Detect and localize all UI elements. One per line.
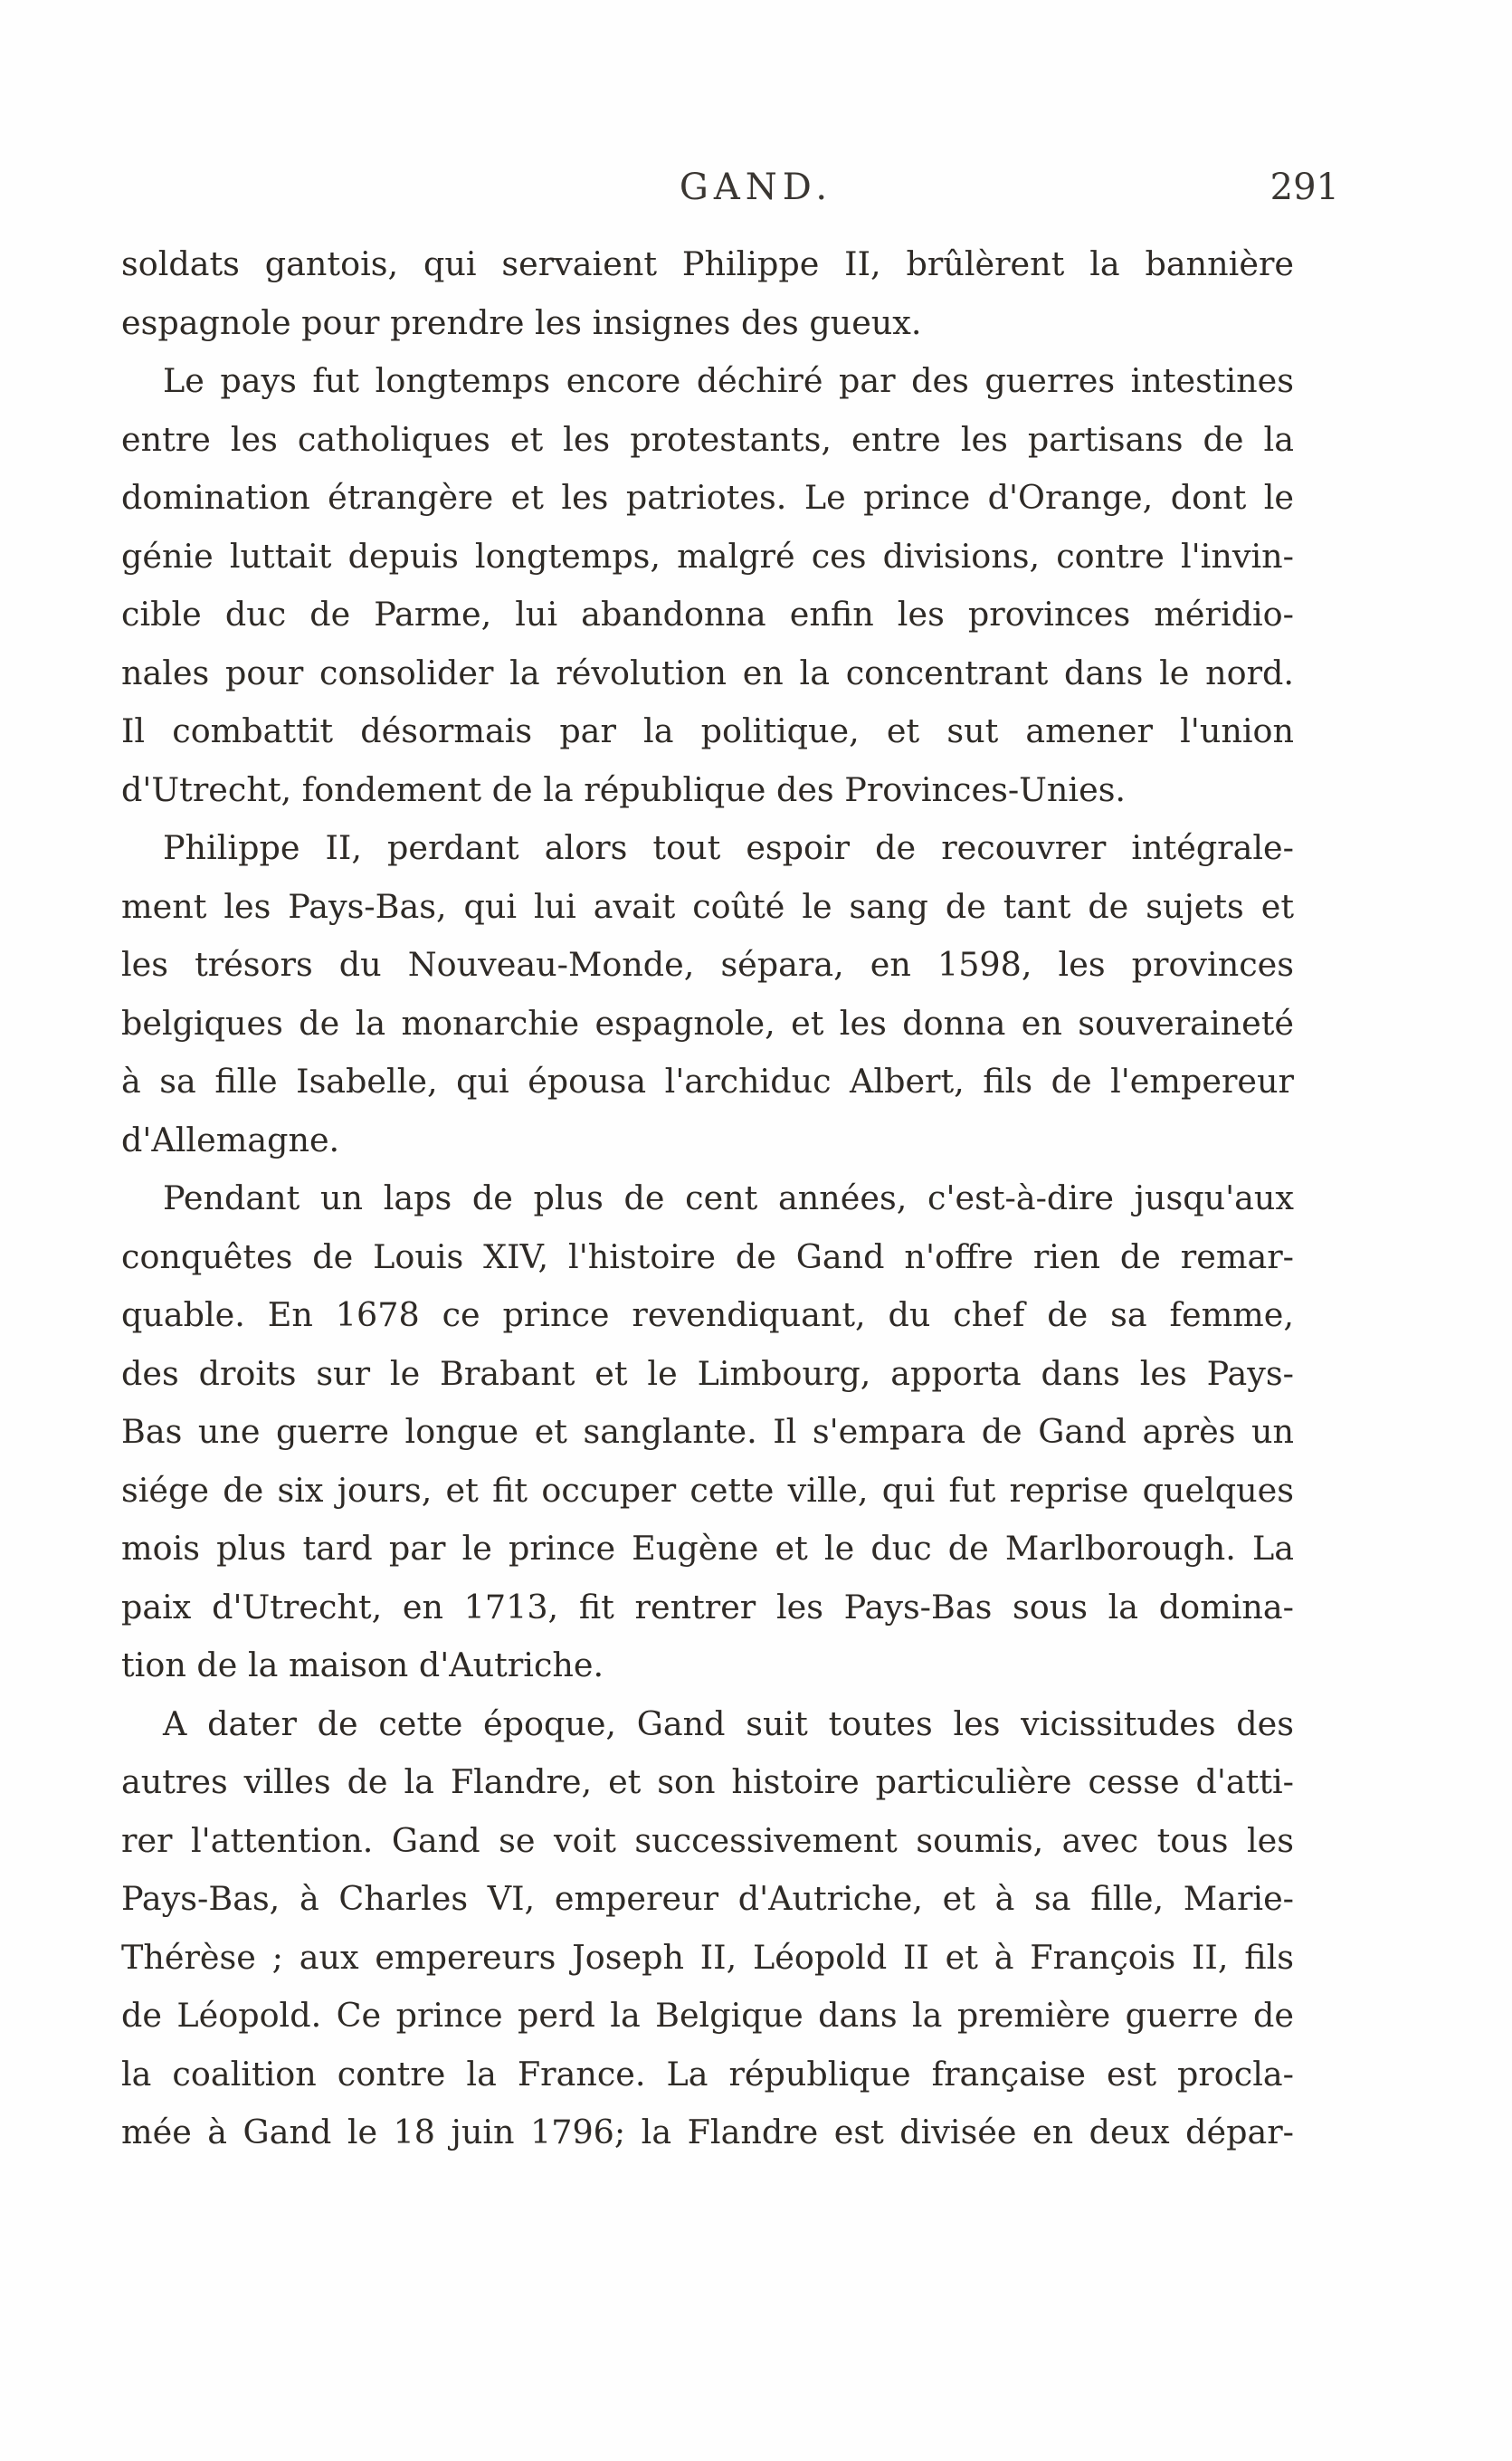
text-line: la coalition contre la France. La république française est procla-: [121, 2054, 1294, 2094]
running-title: GAND.: [679, 167, 833, 208]
text-line: Il combattit désormais par la politique, et sut amener l'union: [121, 711, 1294, 750]
text-line: de Léopold. Ce prince perd la Belgique dans la première guerre de: [121, 1996, 1294, 2035]
body-text: [121, 235, 1294, 2162]
text-line: tion de la maison d'Autriche.: [121, 1645, 604, 1684]
text-line: génie luttait depuis longtemps, malgré ces divisions, contre l'invin-: [121, 536, 1294, 576]
text-line: A dater de cette époque, Gand suit toutes les vicissitudes des: [163, 1703, 1294, 1743]
text-line: conquêtes de Louis XIV, l'histoire de Gand n'offre rien de remar-: [121, 1236, 1294, 1276]
text-line: rer l'attention. Gand se voit successivement soumis, avec tous les: [121, 1820, 1294, 1860]
text-line: Le pays fut longtemps encore déchiré par des guerres intestines: [163, 361, 1294, 400]
text-line: nales pour consolider la révolution en la concentrant dans le nord.: [121, 653, 1294, 692]
text-line: Thérèse ; aux empereurs Joseph II, Léopold II et à François II, fils: [121, 1937, 1294, 1977]
page-number: 291: [1270, 167, 1339, 208]
text-line: ment les Pays-Bas, qui lui avait coûté le sang de tant de sujets et: [121, 886, 1294, 926]
text-line: mois plus tard par le prince Eugène et le duc de Marlborough. La: [121, 1529, 1294, 1568]
text-line: paix d'Utrecht, en 1713, fit rentrer les Pays-Bas sous la domina-: [121, 1587, 1294, 1626]
text-line: autres villes de la Flandre, et son histoire particulière cesse d'atti-: [121, 1762, 1294, 1801]
text-line: les trésors du Nouveau-Monde, sépara, en 1598, les provinces: [121, 945, 1294, 984]
text-line: belgiques de la monarchie espagnole, et les donna en souveraineté: [121, 1003, 1294, 1043]
text-line: quable. En 1678 ce prince revendiquant, du chef de sa femme,: [121, 1295, 1294, 1334]
text-line: espagnole pour prendre les insignes des gueux.: [121, 302, 922, 342]
text-line: Bas une guerre longue et sanglante. Il s'empara de Gand après un: [121, 1412, 1294, 1451]
text-line: d'Utrecht, fondement de la république des Provinces-Unies.: [121, 769, 1127, 809]
text-line: cible duc de Parme, lui abandonna enfin les provinces méridio-: [121, 595, 1294, 634]
text-line: siége de six jours, et fit occuper cette ville, qui fut reprise quelques: [121, 1470, 1294, 1510]
text-line: Pendant un laps de plus de cent années, c'est-à-dire jusqu'aux: [163, 1178, 1294, 1217]
text-line: soldats gantois, qui servaient Philippe II, brûlèrent la bannière: [121, 244, 1294, 283]
text-line: à sa fille Isabelle, qui épousa l'archiduc Albert, fils de l'empereur: [121, 1062, 1294, 1101]
text-line: Pays-Bas, à Charles VI, empereur d'Autriche, et à sa fille, Marie-: [121, 1879, 1294, 1918]
text-line: des droits sur le Brabant et le Limbourg, apporta dans les Pays-: [121, 1353, 1294, 1393]
text-line: Philippe II, perdant alors tout espoir de recouvrer intégrale-: [163, 828, 1294, 867]
text-line: mée à Gand le 18 juin 1796; la Flandre est divisée en deux dépar-: [121, 2113, 1294, 2151]
text-line: entre les catholiques et les protestants, entre les partisans de la: [121, 419, 1294, 459]
text-line: domination étrangère et les patriotes. Le prince d'Orange, dont le: [121, 478, 1294, 517]
text-line: d'Allemagne.: [121, 1120, 340, 1159]
